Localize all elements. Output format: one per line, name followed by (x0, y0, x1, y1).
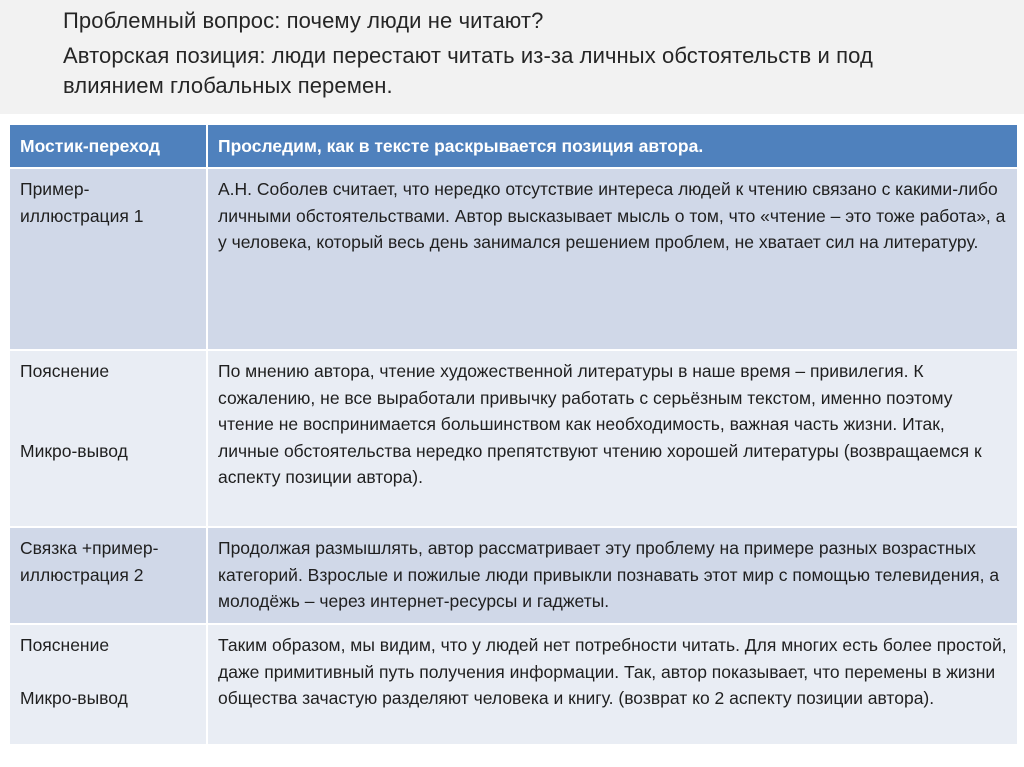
row-text-explanation-1: По мнению автора, чтение художественной литературы в наше время – привилегия. К сожалению, не все выработали привычку работать с серьёзным текстом, именно поэтому чтение не воспринимается большинством как необходимость, важная часть жизни. Итак, личные обстоятельства нередко препятствуют чтению хорошей литературы (возвращаемся к аспекту позиции автора). (207, 350, 1018, 527)
row-label-line: Пример- (20, 179, 90, 199)
row-label-explanation: Пояснение (20, 361, 110, 381)
row-label-explanation-1 (10, 350, 207, 527)
essay-structure-table (10, 125, 1019, 746)
row-label-example-1 (10, 168, 207, 350)
table-row (10, 350, 1018, 527)
row-label-line: иллюстрация 1 (20, 205, 144, 226)
label-spacer (20, 385, 196, 438)
row-label-example-2 (10, 527, 207, 624)
table-row (10, 527, 1018, 624)
author-position-line-2: влиянием глобальных перемен. (63, 73, 393, 98)
row-label-micro-conclusion: Микро-вывод (20, 440, 128, 461)
author-position-line-1: Авторская позиция: люди перестают читать из-за личных обстоятельств и под (63, 43, 873, 68)
row-label-line: Связка +пример- (20, 538, 159, 558)
slide-header (0, 0, 1024, 114)
table-header-row (10, 125, 1018, 168)
row-label-explanation: Пояснение (20, 635, 110, 655)
row-text-example-2: Продолжая размышлять, автор рассматривает эту проблему на примере разных возрастных категорий. Взрослые и пожилые люди привыкли познавать этот мир с помощью телевидения, а молодёжь – через интернет-ресурсы и гаджеты. (207, 527, 1018, 624)
column-header-trace: Проследим, как в тексте раскрывается позиция автора. (207, 125, 1018, 168)
problem-question: Проблемный вопрос: почему люди не читают? (63, 8, 544, 33)
row-label-line: иллюстрация 2 (20, 564, 144, 585)
row-label-explanation-2 (10, 624, 207, 745)
row-text-explanation-2: Таким образом, мы видим, что у людей нет потребности читать. Для многих есть более простой, даже примитивный путь получения информации. Так, автор показывает, что перемены в жизни общества зачастую разделяют человека и книгу. (возврат ко 2 аспекту позиции автора). (207, 624, 1018, 745)
row-label-micro-conclusion: Микро-вывод (20, 687, 128, 708)
table-row (10, 168, 1018, 350)
table-row (10, 624, 1018, 745)
row-text-example-1: А.Н. Соболев считает, что нередко отсутствие интереса людей к чтению связано с какими-либо личными обстоятельствами. Автор высказывает мысль о том, что «чтение – это тоже работа», а у человека, который весь день занимался решением проблем, не хватает сил на литературу. (207, 168, 1018, 350)
label-spacer (20, 659, 196, 685)
column-header-bridge: Мостик-переход (10, 125, 207, 168)
